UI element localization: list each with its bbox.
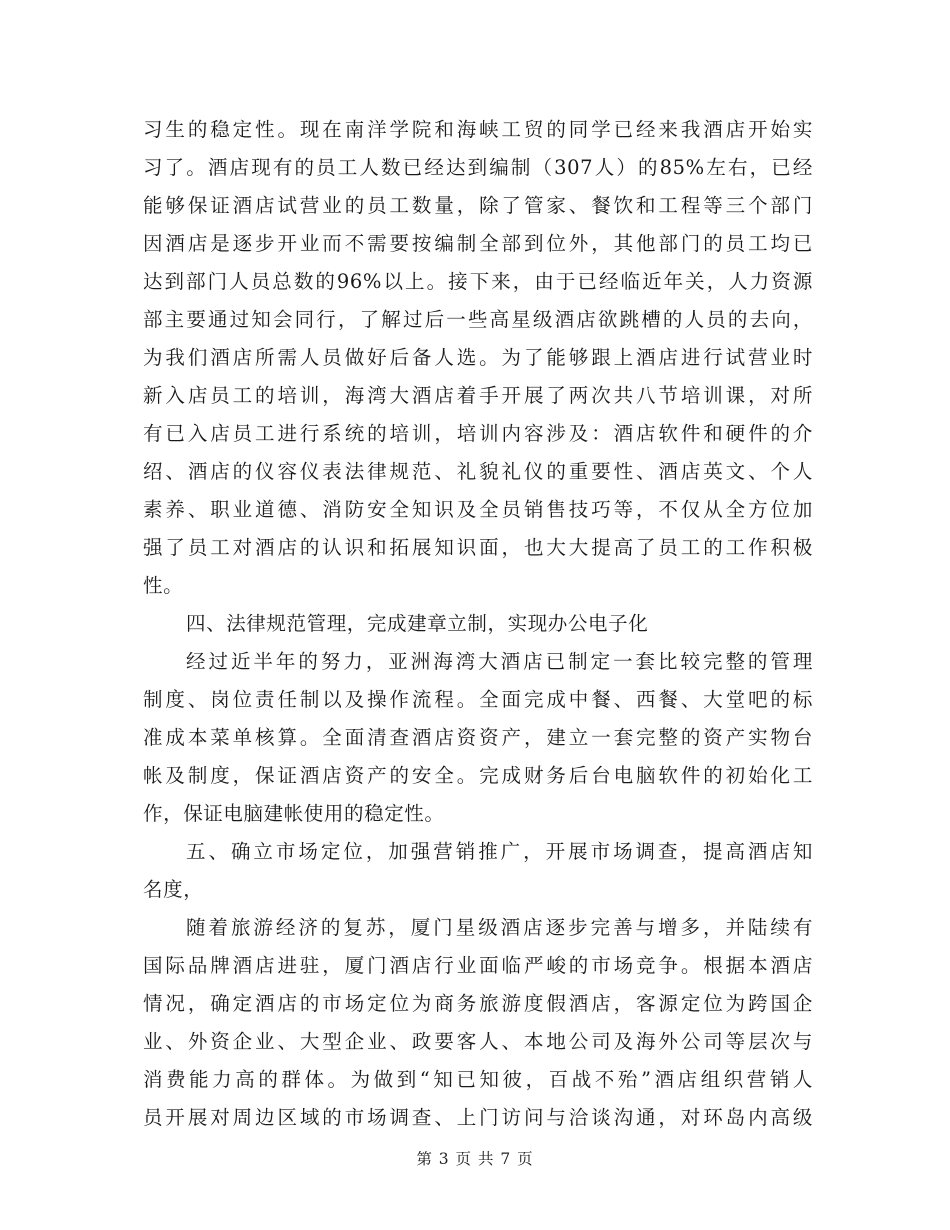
section-heading-continued: 名度， [143, 878, 204, 901]
body-text-line: 部主要通过知会同行，了解过后一些高星级酒店欲跳槽的人员的去向， [143, 308, 813, 331]
body-text-line: 作，保证电脑建帐使用的稳定性。 [143, 802, 445, 825]
body-text-line: 准成本菜单核算。全面清查酒店资资产，建立一套完整的资产实物台 [143, 726, 813, 749]
body-text-line: 有已入店员工进行系统的培训，培训内容涉及：酒店软件和硬件的介 [143, 422, 813, 445]
page-number-footer: 第 3 页 共 7 页 [416, 1150, 534, 1168]
body-text-line: 消费能力高的群体。为做到“知已知彼，百战不殆”酒店组织营销人 [143, 1068, 813, 1091]
body-text-line: 新入店员工的培训，海湾大酒店着手开展了两次共八节培训课，对所 [143, 384, 813, 407]
body-text-line: 性。 [143, 574, 184, 597]
paragraph-first-line: 经过近半年的努力，亚洲海湾大酒店已制定一套比较完整的管理 [186, 650, 813, 673]
body-text-line: 习生的稳定性。现在南洋学院和海峡工贸的同学已经来我酒店开始实 [143, 118, 813, 141]
body-text-line: 制度、岗位责任制以及操作流程。全面完成中餐、西餐、大堂吧的标 [143, 688, 813, 711]
body-text-line: 情况，确定酒店的市场定位为商务旅游度假酒店，客源定位为跨国企 [143, 992, 813, 1015]
body-text-line: 素养、职业道德、消防安全知识及全员销售技巧等，不仅从全方位加 [143, 498, 813, 521]
paragraph-first-line: 随着旅游经济的复苏，厦门星级酒店逐步完善与增多，并陆续有 [186, 916, 813, 939]
section-heading: 五、确立市场定位，加强营销推广，开展市场调查，提高酒店知 [186, 840, 813, 863]
section-heading: 四、法律规范管理，完成建章立制，实现办公电子化 [186, 612, 649, 635]
body-text-line: 为我们酒店所需人员做好后备人选。为了能够跟上酒店进行试营业时 [143, 346, 813, 369]
body-text-line: 达到部门人员总数的96%以上。接下来，由于已经临近年关，人力资源 [143, 270, 813, 293]
body-text-line: 能够保证酒店试营业的员工数量，除了管家、餐饮和工程等三个部门 [143, 194, 813, 217]
body-text-line: 国际品牌酒店进驻，厦门酒店行业面临严峻的市场竞争。根据本酒店 [143, 954, 813, 977]
body-text-line: 业、外资企业、大型企业、政要客人、本地公司及海外公司等层次与 [143, 1030, 813, 1053]
body-text-line: 绍、酒店的仪容仪表法律规范、礼貌礼仪的重要性、酒店英文、个人 [143, 460, 813, 483]
body-text-line: 帐及制度，保证酒店资产的安全。完成财务后台电脑软件的初始化工 [143, 764, 813, 787]
body-text-line: 习了。酒店现有的员工人数已经达到编制（307人）的85%左右，已经 [143, 156, 813, 179]
body-text-line: 员开展对周边区域的市场调查、上门访问与洽谈沟通，对环岛内高级 [143, 1106, 813, 1129]
body-text-line: 强了员工对酒店的认识和拓展知识面，也大大提高了员工的工作积极 [143, 536, 813, 559]
body-text-line: 因酒店是逐步开业而不需要按编制全部到位外，其他部门的员工均已 [143, 232, 813, 255]
